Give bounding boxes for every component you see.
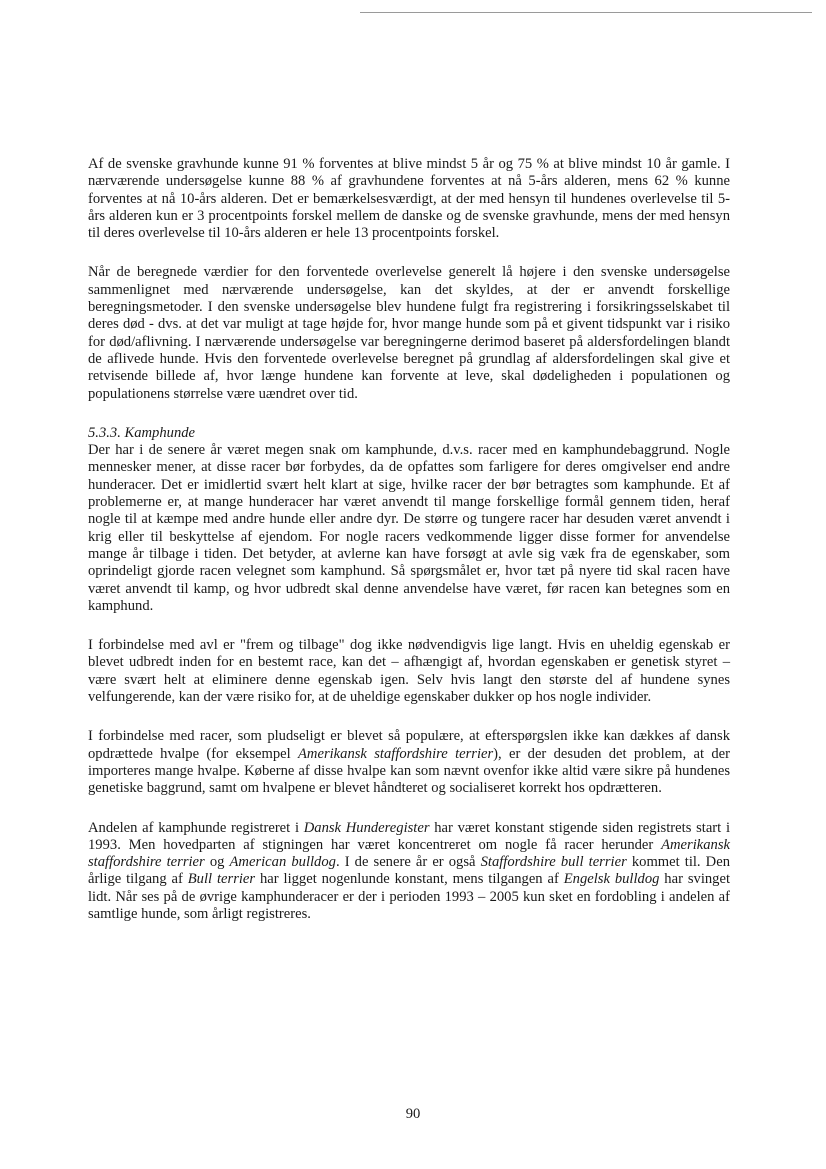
breed-name: Staffordshire bull terrier [480, 854, 627, 871]
breed-name: Engelsk bulldog [563, 871, 660, 888]
breed-name: Bull terrier [187, 871, 256, 888]
scan-edge-line [360, 12, 812, 13]
text-run: har svinget lidt. Når ses på de øvrige kamphunderacer er der i perioden 1993 – 2005 kun sket en fordobling i andelen af samtlige hunde, som årligt registreres. [88, 871, 730, 922]
text-run: og [204, 854, 230, 871]
breed-name: Amerikansk staffordshire terrier [88, 836, 730, 871]
paragraph-registry-share [88, 820, 730, 924]
paragraph-calculation-methods: Når de beregnede værdier for den forventede overlevelse generelt lå højere i den svenske undersøgelse sammenlignet med nærværende undersøgelse, kan det skyldes, at der er anvendt forskellige beregningsmetoder. I den svenske undersøgelse blev hundene fulgt fra registrering i forsikringsselskabet til deres død - dvs. at det var muligt at tage højde for, hvor mange hunde som på et givent tidspunkt var i risiko for død/aflivning. I nærværende undersøgelse var beregningerne derimod baseret på aldersfordelingen blandt de aflivede hunde. Hvis den forventede overlevelse beregnet på grundlag af aldersfordelingen skal give et retvisende billede af, hvor længe hundene kan forvente at leve, skal dødeligheden i populationen og populationens størrelse være uændret over tid. [88, 264, 730, 402]
text-run: har ligget nogenlunde konstant, mens tilgangen af [255, 871, 564, 888]
page-number: 90 [405, 1106, 421, 1122]
paragraph-swedish-dachshunds: Af de svenske gravhunde kunne 91 % forventes at blive mindst 5 år og 75 % at blive mindst 10 år gamle. I nærværende undersøgelse kunne 88 % af gravhundene forventes at nå 5-års alderen, mens 62 % kunne forventes at nå 10-års alderen. Det er bemærkelsesværdigt, at der med hensyn til hundenes overlevelse til 5-års alderen kun er 3 procentpoints forskel mellem de danske og de svenske gravhunde, mens der med hensyn til deres overlevelse til 10-års alderen er hele 13 procentpoints forskel. [88, 156, 730, 242]
text-run: kommet til. Den årlige tilgang af [88, 854, 730, 888]
registry-name: Dansk Hunderegister [303, 819, 430, 836]
text-run: I forbindelse med racer, som pludseligt er blevet så populære, at efterspørgslen ikke kan dækkes af dansk opdrættede hvalpe (for eksempel [88, 728, 730, 762]
paragraph-breeding: I forbindelse med avl er "frem og tilbage" dog ikke nødvendigvis lige langt. Hvis en uheldig egenskab er blevet udbredt inden for en bestemt race, kan det – afhængigt af, hvordan egenskaben er genetisk styret – være svært helt at eliminere denne egenskab igen. Selv hvis langt den største del af hundene synes velfungerende, kan der være risiko for, at de uheldige egenskaber dukker op hos nogle individer. [88, 637, 730, 706]
paragraph-kamphunde-intro: Der har i de senere år været megen snak om kamphunde, d.v.s. racer med en kamphundebaggrund. Nogle mennesker mener, at disse racer bør forbydes, da de opfattes som farligere for deres omgivelser end andre hunderacer. Det er imidlertid svært helt klart at sige, hvilke racer der bør betragtes som kamphunde. Et af problemerne er, at mange hunderacer har været anvendt til mange forskellige formål gennem tiden, heraf nogle til at kæmpe med andre hunde eller andre dyr. De større og tungere racer har desuden været anvendt i krig eller til beskyttelse af ejendom. For nogle racers vedkommende ligger disse former for anvendelse mange år tilbage i tiden. Det betyder, at avlerne kan have forsøgt at avle sig væk fra de egenskaber, som oprindeligt gjorde racen velegnet som kamphund. Så spørgsmålet er, hvor tæt på nyere tid skal racen have været anvendt til kamp, og hvor udbredt skal denne anvendelse have været, før racen kan betegnes som en kamphund. [88, 442, 730, 614]
paragraph-imported-puppies [88, 728, 730, 797]
section-heading-kamphunde: 5.3.3. Kamphunde [88, 424, 196, 441]
text-run: har været konstant stigende siden registrets start i 1993. Men hovedparten af stigningen har været koncentreret om nogle få racer herunder [88, 819, 731, 853]
text-run: . I de senere år er også [335, 854, 481, 871]
document-body [88, 156, 730, 945]
breed-name: Amerikansk staffordshire terrier [298, 745, 494, 762]
breed-name: American bulldog [229, 854, 336, 871]
text-run: ), er der desuden det problem, at der importeres mange hvalpe. Køberne af disse hvalpe kan som nævnt ovenfor ikke altid være sikre på hundenes genetiske baggrund, samt om hvalpene er blevet håndteret og socialiseret korrekt hos opdrætteren. [88, 745, 730, 797]
text-run: Andelen af kamphunde registreret i [88, 819, 304, 836]
